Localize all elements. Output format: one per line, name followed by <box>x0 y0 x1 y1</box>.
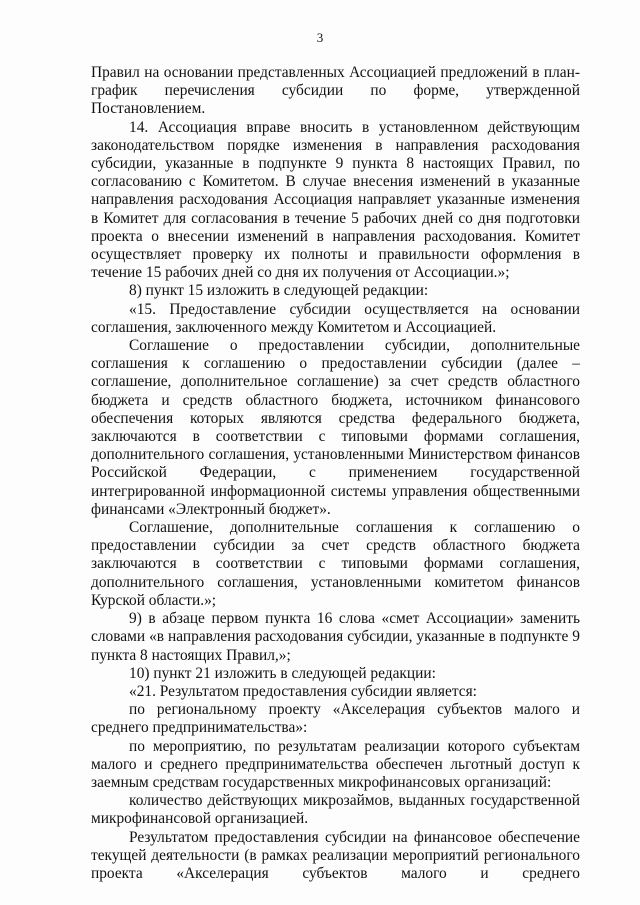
paragraph: 8) пункт 15 изложить в следующей редакции: <box>129 282 429 300</box>
paragraph: 10) пункт 21 изложить в следующей редакции: <box>129 664 436 682</box>
paragraph: по мероприятию, по результатам реализации которого субъектам малого и среднего предпринимательства обеспечен льготный доступ к заемным средствам государственных микрофинансовых организаций: <box>91 737 580 791</box>
paragraph: 14. Ассоциация вправе вносить в установленном действующим законодательством порядке изменения в направления расходования субсидии, указанные в подпункте 9 пункта 8 настоящих Правил, по согласованию с Комитетом. В случае внесения изменений в указанные направления расходования Ассоциация направляет указанные изменения в Комитет для согласования в течение 5 рабочих дней со дня подготовки проекта о внесении изменений в направления расходования. Комитет осуществляет проверку их полноты и правильности оформления в течение 15 рабочих дней со дня их получения от Ассоциации.»; <box>91 118 580 282</box>
paragraph: Соглашение о предоставлении субсидии, дополнительные соглашения к соглашению о предоставлении субсидии (далее – соглашение, дополнительное соглашение) за счет средств областного бюджета и средств областного бюджета, источником финансового обеспечения которых являются средства федерального бюджета, заключаются в соответствии с типовыми формами соглашения, дополнительного соглашения, установленными Министерством финансов Российской Федерации, с применением государственной интегрированной информационной системы управления общественными финансами «Электронный бюджет». <box>91 337 580 518</box>
paragraph: Результатом предоставления субсидии на финансовое обеспечение текущей деятельности (в рамках реализации мероприятий регионального проекта «Акселерация субъектов малого и среднего <box>91 828 580 882</box>
paragraph: Соглашение, дополнительные соглашения к соглашению о предоставлении субсидии за счет средств областного бюджета заключаются в соответствии с типовыми формами соглашения, дополнительного соглашения, установленными комитетом финансов Курской области.»; <box>91 519 580 609</box>
paragraph: по региональному проекту «Акселерация субъектов малого и среднего предпринимательства»: <box>91 701 580 737</box>
paragraph: «21. Результатом предоставления субсидии является: <box>129 682 477 700</box>
document-body <box>91 64 580 883</box>
paragraph: количество действующих микрозаймов, выданных государственной микрофинансовой организацией. <box>91 792 580 828</box>
paragraph: Правил на основании представленных Ассоциацией предложений в план-график перечисления субсидии по форме, утвержденной Постановлением. <box>91 64 580 118</box>
paragraph: «15. Предоставление субсидии осуществляется на основании соглашения, заключенного между Комитетом и Ассоциацией. <box>91 300 580 336</box>
page-number: 3 <box>316 30 324 45</box>
paragraph: 9) в абзаце первом пункта 16 слова «смет Ассоциации» заменить словами «в направления расходования субсидии, указанные в подпункте 9 пункта 8 настоящих Правил,»; <box>91 610 580 664</box>
